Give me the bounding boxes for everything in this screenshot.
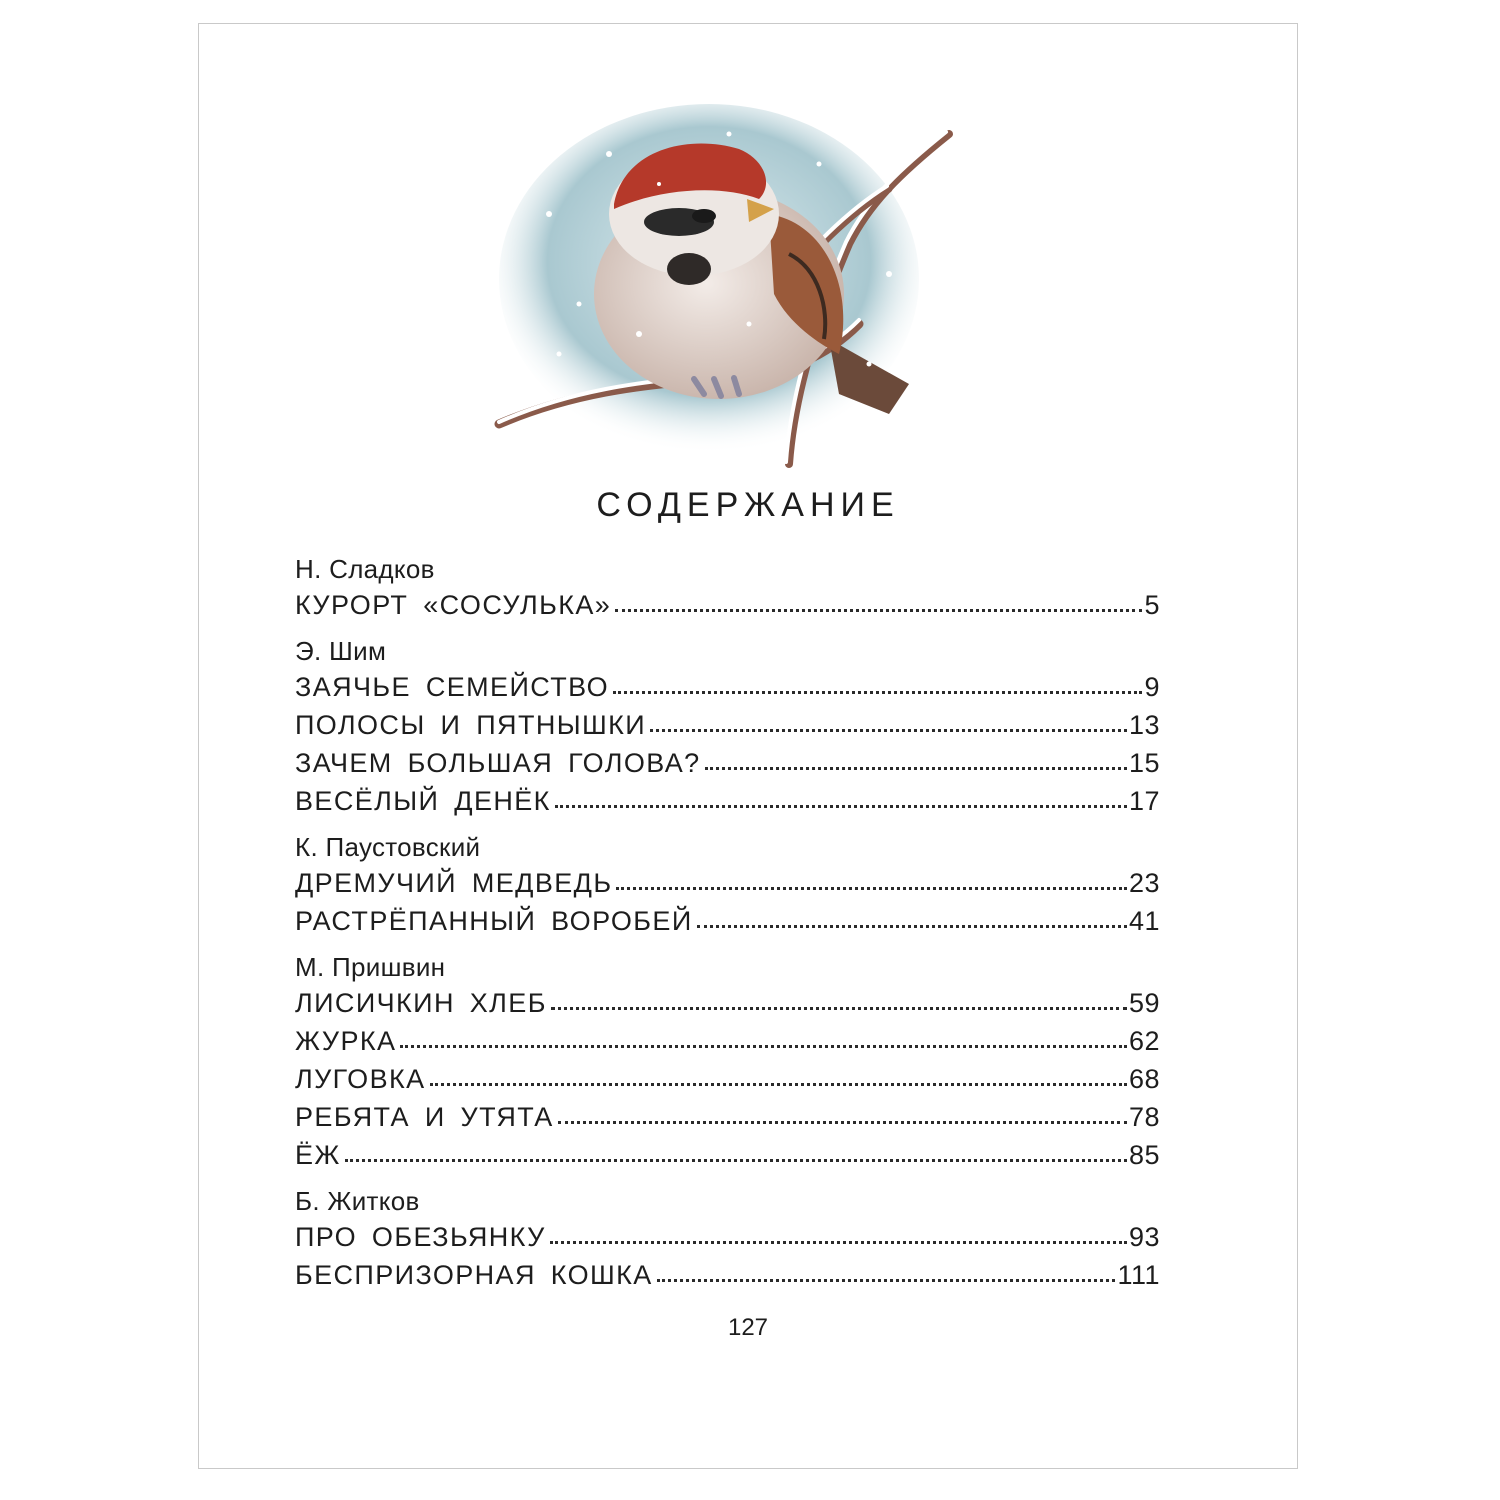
entry-title: ПРО ОБЕЗЬЯНКУ	[295, 1222, 546, 1252]
entry-title: ЖУРКА	[295, 1026, 397, 1056]
dot-leader	[616, 887, 1126, 890]
entry-title: КУРОРТ «СОСУЛЬКА»	[295, 590, 612, 620]
page-title: СОДЕРЖАНИЕ	[596, 486, 900, 524]
entry-title: БЕСПРИЗОРНАЯ КОШКА	[295, 1260, 653, 1290]
sparrow-illustration	[489, 94, 959, 474]
entry-title: ЗАЯЧЬЕ СЕМЕЙСТВО	[295, 672, 610, 702]
toc-entry[interactable]	[295, 868, 1160, 899]
entry-page: 62	[1128, 1026, 1160, 1056]
entry-title: ВЕСЁЛЫЙ ДЕНЁК	[295, 786, 551, 816]
page-number: 127	[727, 1314, 769, 1341]
dot-leader	[705, 767, 1127, 770]
dot-leader	[555, 805, 1127, 808]
entry-page: 85	[1128, 1140, 1160, 1170]
toc-entry[interactable]	[295, 710, 1160, 741]
dot-leader	[345, 1159, 1127, 1162]
toc-entry[interactable]	[295, 988, 1160, 1019]
toc-entry[interactable]	[295, 590, 1160, 621]
entry-title: ЁЖ	[295, 1140, 341, 1170]
dot-leader	[400, 1045, 1127, 1048]
entry-page: 68	[1128, 1064, 1160, 1094]
toc-entry[interactable]	[295, 672, 1160, 703]
dot-leader	[430, 1083, 1127, 1086]
entry-page: 15	[1128, 748, 1160, 778]
entry-title: РЕБЯТА И УТЯТА	[295, 1102, 554, 1132]
toc-entry[interactable]	[295, 1102, 1160, 1133]
author-name: Б. Житков	[295, 1186, 420, 1216]
entry-title: ПОЛОСЫ И ПЯТНЫШКИ	[295, 710, 647, 740]
toc-entry[interactable]	[295, 1064, 1160, 1095]
entry-page: 5	[1144, 590, 1160, 620]
entry-title: РАСТРЁПАННЫЙ ВОРОБЕЙ	[295, 906, 693, 936]
dot-leader	[613, 691, 1142, 694]
entry-title: ЛИСИЧКИН ХЛЕБ	[295, 988, 547, 1018]
dot-leader	[650, 729, 1127, 732]
entry-page: 111	[1117, 1260, 1160, 1290]
entry-page: 41	[1128, 906, 1160, 936]
dot-leader	[550, 1241, 1127, 1244]
toc-entry[interactable]	[295, 906, 1160, 937]
toc-entry[interactable]	[295, 748, 1160, 779]
book-page	[198, 23, 1298, 1469]
toc-entry[interactable]	[295, 1260, 1160, 1291]
entry-title: ЗАЧЕМ БОЛЬШАЯ ГОЛОВА?	[295, 748, 701, 778]
author-name: Н. Сладков	[295, 554, 435, 584]
toc-entry[interactable]	[295, 786, 1160, 817]
toc-entry[interactable]	[295, 1222, 1160, 1253]
toc-entry[interactable]	[295, 1026, 1160, 1057]
dot-leader	[615, 609, 1142, 612]
entry-page: 59	[1128, 988, 1160, 1018]
toc-entry[interactable]	[295, 1140, 1160, 1171]
entry-title: ЛУГОВКА	[295, 1064, 426, 1094]
author-name: Э. Шим	[295, 636, 387, 666]
dot-leader	[697, 925, 1127, 928]
entry-page: 17	[1128, 786, 1160, 816]
entry-page: 13	[1128, 710, 1160, 740]
entry-page: 9	[1144, 672, 1160, 702]
entry-title: ДРЕМУЧИЙ МЕДВЕДЬ	[295, 868, 613, 898]
dot-leader	[551, 1007, 1127, 1010]
author-name: К. Паустовский	[295, 832, 481, 862]
entry-page: 93	[1128, 1222, 1160, 1252]
author-name: М. Пришвин	[295, 952, 446, 982]
dot-leader	[558, 1121, 1127, 1124]
entry-page: 78	[1128, 1102, 1160, 1132]
entry-page: 23	[1128, 868, 1160, 898]
dot-leader	[657, 1279, 1116, 1282]
